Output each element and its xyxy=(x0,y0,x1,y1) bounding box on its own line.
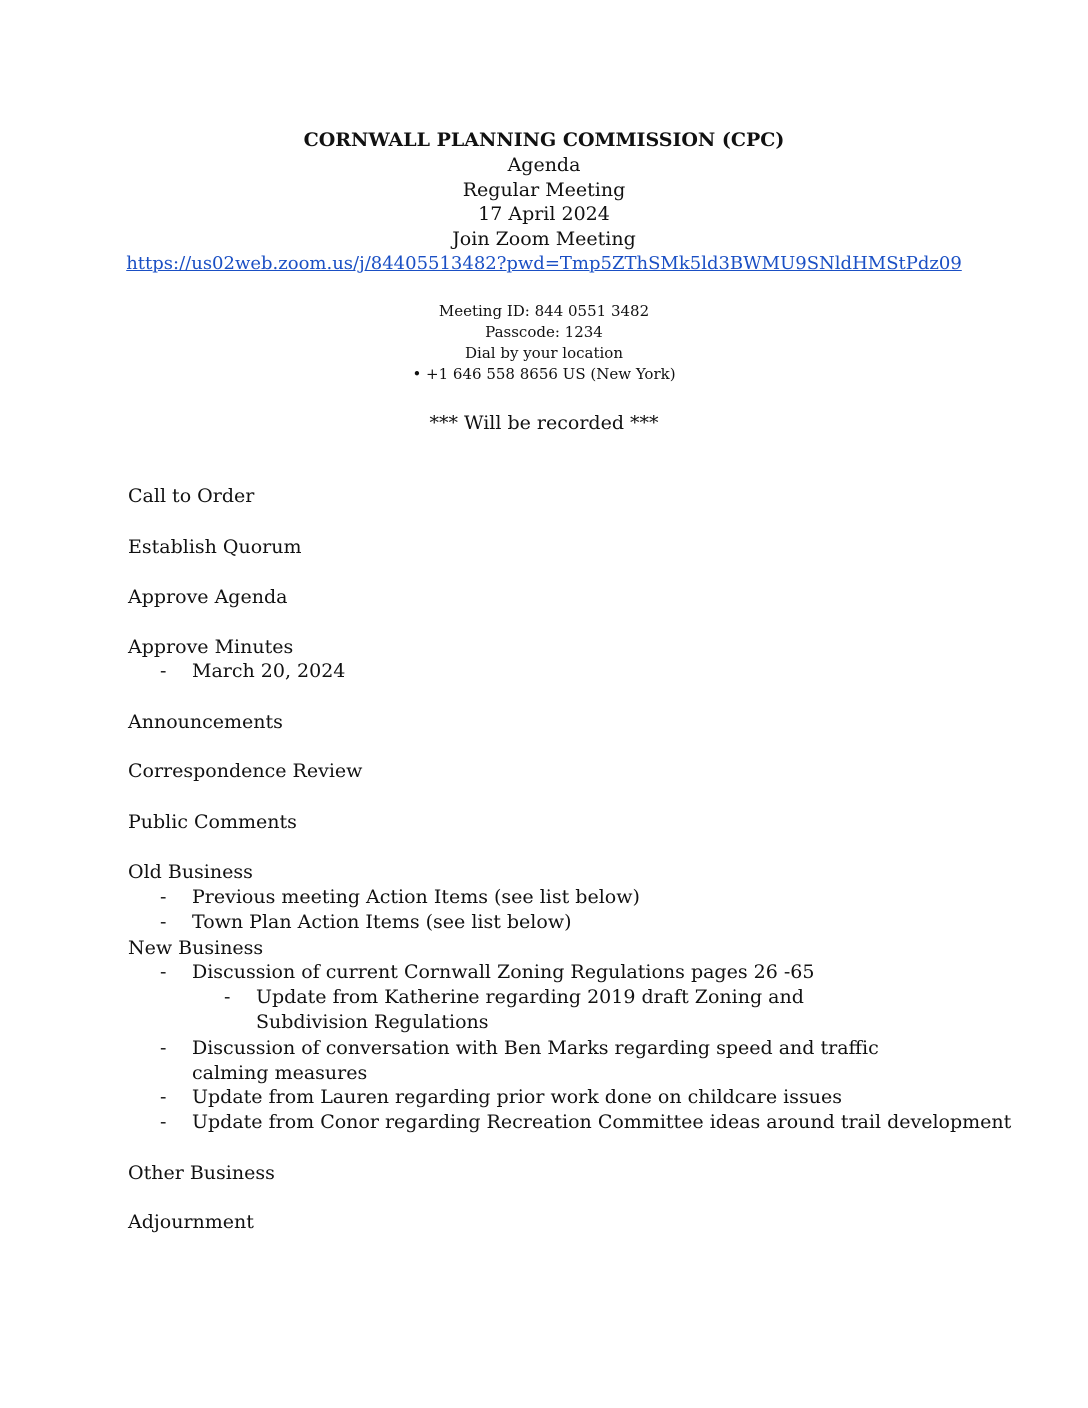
zoom-link[interactable]: https://us02web.zoom.us/j/84405513482?pwd=Tmp5ZThSMk5ld3BWMU9SNldHMStPdz09 xyxy=(126,252,962,274)
agenda-item-approve-minutes: Approve Minutes xyxy=(128,636,294,658)
list-dash: - xyxy=(160,660,167,682)
passcode: Passcode: 1234 xyxy=(485,323,603,341)
agenda-item-old-business: Old Business xyxy=(128,861,253,883)
dial-phone: • +1 646 558 8656 US (New York) xyxy=(412,365,676,383)
dial-label: Dial by your location xyxy=(465,344,623,362)
new-item-text: Discussion of current Cornwall Zoning Regulations pages 26 -65 xyxy=(192,961,815,983)
agenda-item-new-business: New Business xyxy=(128,937,264,959)
agenda-item-other-business: Other Business xyxy=(128,1162,275,1184)
old-item-text: Town Plan Action Items (see list below) xyxy=(192,911,572,933)
old-item-text: Previous meeting Action Items (see list below) xyxy=(192,886,640,908)
agenda-item-call-to-order: Call to Order xyxy=(128,485,255,507)
agenda-item-establish-quorum: Establish Quorum xyxy=(128,536,302,558)
list-dash: - xyxy=(160,1086,167,1108)
list-dash: - xyxy=(160,1037,167,1059)
agenda-item-approve-agenda: Approve Agenda xyxy=(128,586,288,608)
recorded-notice: *** Will be recorded *** xyxy=(429,412,659,434)
agenda-item-adjournment: Adjournment xyxy=(128,1211,254,1233)
meeting-info xyxy=(0,301,1088,385)
agenda-item-public-comments: Public Comments xyxy=(128,811,297,833)
agenda-item-correspondence-review: Correspondence Review xyxy=(128,760,363,782)
join-zoom-label: Join Zoom Meeting xyxy=(452,228,636,251)
meeting-type: Regular Meeting xyxy=(462,178,626,201)
document-subtitle: Agenda xyxy=(507,153,581,176)
new-item-text: Update from Lauren regarding prior work done on childcare issues xyxy=(192,1086,842,1108)
list-dash: - xyxy=(160,886,167,908)
new-item-text: Update from Katherine regarding 2019 draft Zoning and Subdivision Regulations xyxy=(256,986,804,1033)
list-dash: - xyxy=(160,961,167,983)
list-dash: - xyxy=(224,986,231,1008)
minutes-date: March 20, 2024 xyxy=(192,660,346,682)
meeting-date: 17 April 2024 xyxy=(478,203,610,226)
list-dash: - xyxy=(160,1111,167,1133)
new-item-text: Update from Conor regarding Recreation Committee ideas around trail development xyxy=(192,1111,1012,1133)
agenda-item-announcements: Announcements xyxy=(128,711,283,733)
commission-title: CORNWALL PLANNING COMMISSION (CPC) xyxy=(303,129,785,151)
agenda-header xyxy=(0,128,1088,277)
meeting-id: Meeting ID: 844 0551 3482 xyxy=(438,302,650,320)
list-dash: - xyxy=(160,911,167,933)
new-item-text: Discussion of conversation with Ben Marks regarding speed and traffic calming measures xyxy=(192,1037,879,1084)
